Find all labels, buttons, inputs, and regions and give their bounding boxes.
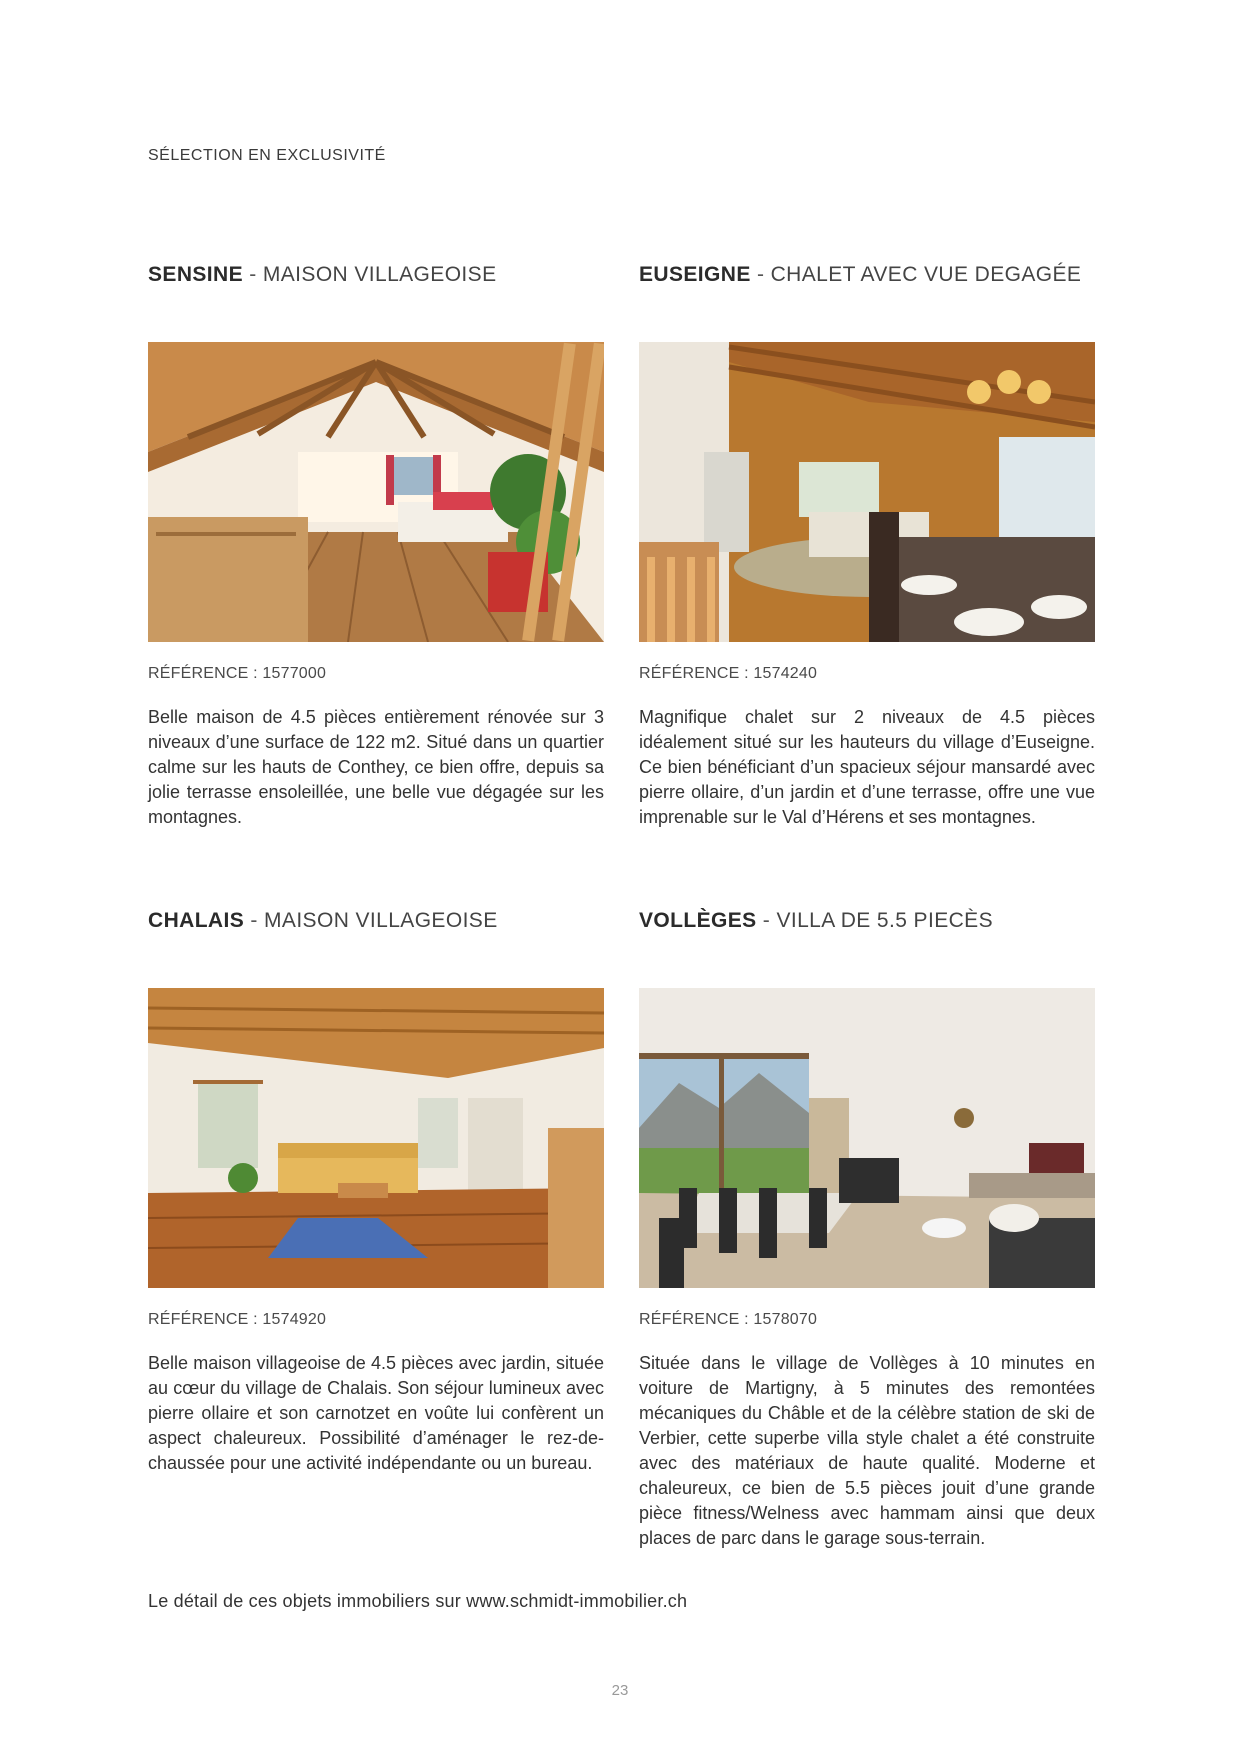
listing-description: Belle maison de 4.5 pièces entièrement rénovée sur 3 niveaux d’une surface de 122 m2. Situé dans un quartier calme sur les hauts de Conthey, ce bien offre, depuis sa jolie terrasse ensoleillée, une belle vue dégagée sur les montagnes. — [148, 707, 604, 827]
listing-reference: RÉFÉRENCE : 1574920 — [148, 1311, 327, 1328]
listing-title — [639, 262, 1095, 292]
listing-chalais — [148, 908, 604, 1473]
listing-reference: RÉFÉRENCE : 1574240 — [639, 665, 818, 682]
listing-title — [639, 908, 1095, 938]
listing-property-type: VILLA DE 5.5 PIECÈS — [776, 909, 993, 932]
listing-town: VOLLÈGES — [639, 909, 757, 932]
listing-property-type: MAISON VILLAGEOISE — [262, 263, 497, 286]
title-separator: - — [750, 263, 771, 286]
listing-photo — [639, 342, 1095, 642]
title-separator: - — [243, 263, 263, 286]
listing-photo — [148, 342, 604, 642]
listing-title — [148, 908, 604, 938]
listing-description: Magnifique chalet sur 2 niveaux de 4.5 pièces idéalement situé sur les hauteurs du village d’Euseigne. Ce bien bénéficiant d’un spacieux séjour mansardé avec pierre ollaire, d’un jardin et d’une terrasse, offre une vue imprenable sur le Val d’Hérens et ses montagnes. — [639, 707, 1095, 827]
listing-description: Située dans le village de Vollèges à 10 minutes en voiture de Martigny, à 5 minutes des remontées mécaniques du Châble et de la célèbre station de ski de Verbier, cette superbe villa style chalet a été construite avec des matériaux de haute qualité. Moderne et chaleureux, ce bien de 5.5 pièces jouit d’une grande pièce fitness/Welness avec hammam ainsi que deux places de parc dans le garage sous-terrain. — [639, 1353, 1095, 1548]
listing-euseigne — [639, 262, 1095, 827]
listing-photo — [639, 988, 1095, 1288]
listing-sensine — [148, 262, 604, 827]
listing-property-type: MAISON VILLAGEOISE — [264, 909, 498, 932]
listing-town: CHALAIS — [148, 909, 245, 932]
listing-town: EUSEIGNE — [639, 263, 751, 286]
listing-title — [148, 262, 604, 292]
listing-reference: RÉFÉRENCE : 1577000 — [148, 665, 327, 682]
listing-town: SENSINE — [148, 263, 243, 286]
listing-reference: RÉFÉRENCE : 1578070 — [639, 1311, 818, 1328]
listing-photo — [148, 988, 604, 1288]
listing-volleges — [639, 908, 1095, 1548]
section-label: SÉLECTION EN EXCLUSIVITÉ — [148, 147, 386, 164]
title-separator: - — [244, 909, 265, 932]
page-number: 23 — [611, 1682, 629, 1699]
listing-property-type: CHALET AVEC VUE DEGAGÉE — [770, 263, 1082, 286]
title-separator: - — [756, 909, 777, 932]
listing-description: Belle maison villageoise de 4.5 pièces avec jardin, située au cœur du village de Chalais. Son séjour lumineux avec pierre ollaire et son carnotzet en voûte lui confèrent un aspect chaleureux. Possibilité d’aménager le rez-de-chaussée pour une activité indépendante ou un bureau. — [148, 1353, 604, 1473]
footer-note: Le détail de ces objets immobiliers sur www.schmidt-immobilier.ch — [148, 1591, 688, 1611]
